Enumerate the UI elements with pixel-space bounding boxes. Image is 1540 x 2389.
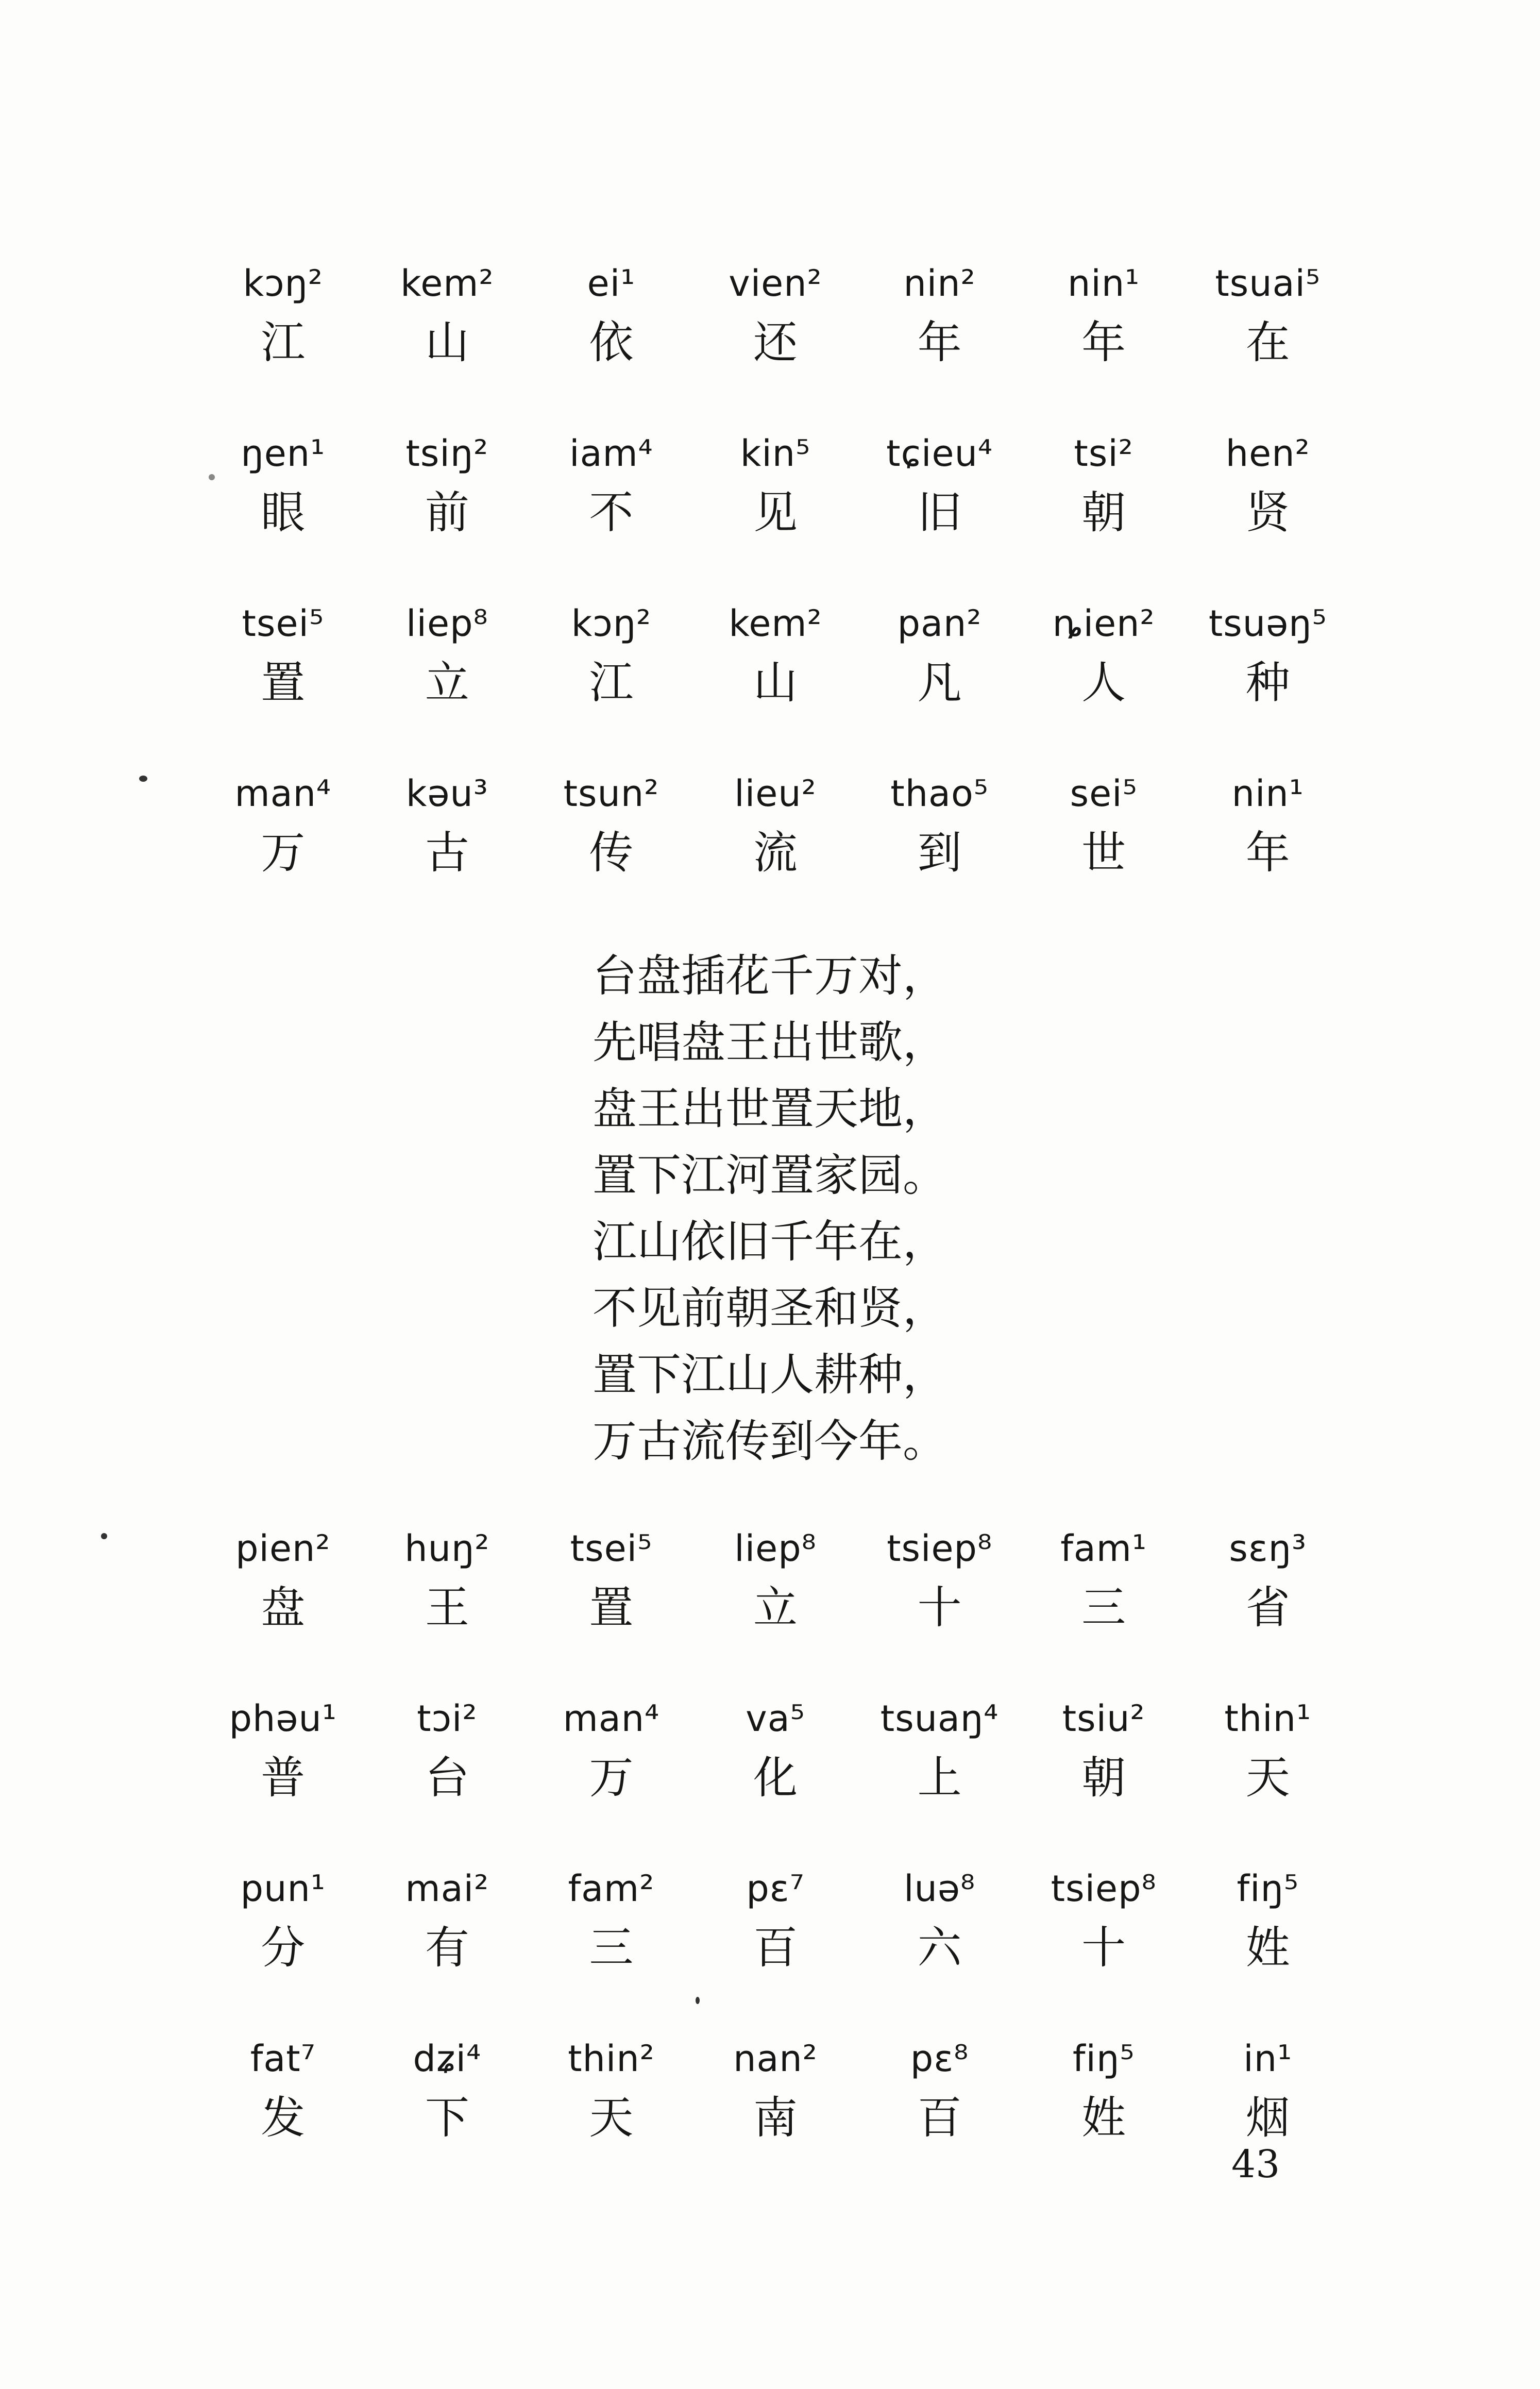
hanzi-character: 化 [753,1752,798,1804]
romanization-syllable: hen² [1225,432,1310,475]
page-number: 43 [1231,2142,1280,2186]
hanzi-character: 百 [917,2092,962,2144]
hanzi-row [201,822,1350,935]
romanization-row [201,595,1350,652]
romanization-syllable: vien² [729,262,822,305]
verse-line: 台盘插花千万对， [593,950,947,1002]
hanzi-character: 眼 [261,487,306,539]
scan-speck [101,1533,107,1539]
romanization-row [201,765,1350,822]
romanization-syllable: tsuəŋ⁵ [1208,602,1327,645]
verse-line: 置下江河置家园。 [593,1150,947,1201]
romanization-row [201,255,1350,312]
hanzi-row [201,1747,1350,1860]
verse-line: 盘王出世置天地， [593,1083,947,1135]
scan-speck [139,776,147,782]
romanization-row [201,1860,1350,1917]
verse-line: 置下江山人耕种， [593,1349,947,1401]
romanization-syllable: nin¹ [1231,772,1304,815]
romanization-syllable: phəu¹ [229,1697,337,1740]
hanzi-character: 传 [589,827,634,879]
romanization-syllable: kɔŋ² [243,262,323,305]
hanzi-character: 还 [753,317,798,368]
interlinear-block-top [201,255,1350,935]
romanization-syllable: kəu³ [405,772,488,815]
romanization-syllable: kɔŋ² [571,602,652,645]
romanization-row [201,1520,1350,1577]
hanzi-character: 姓 [1081,2092,1126,2144]
hanzi-character: 年 [1081,317,1126,368]
hanzi-character: 年 [1245,827,1290,879]
romanization-syllable: tsun² [563,772,659,815]
hanzi-character: 朝 [1081,487,1126,539]
hanzi-character: 流 [753,827,798,879]
hanzi-character: 六 [917,1922,962,1974]
hanzi-character: 万 [589,1752,634,1804]
hanzi-character: 人 [1081,657,1126,709]
romanization-syllable: pien² [235,1527,331,1570]
romanization-syllable: huŋ² [404,1527,490,1570]
romanization-syllable: tɕieu⁴ [886,432,993,475]
verse-line: 万古流传到今年。 [593,1416,947,1467]
hanzi-character: 山 [753,657,798,709]
romanization-syllable: fam² [568,1868,655,1910]
hanzi-character: 普 [261,1752,306,1804]
hanzi-character: 在 [1245,317,1290,368]
romanization-row [201,425,1350,482]
hanzi-character: 置 [589,1582,634,1634]
romanization-row [201,1690,1350,1747]
romanization-syllable: liep⁸ [406,602,488,645]
romanization-syllable: ŋen¹ [241,432,326,475]
romanization-syllable: thao⁵ [890,772,989,815]
hanzi-character: 种 [1245,657,1290,709]
interlinear-block-bottom [201,1520,1350,2200]
hanzi-character: 旧 [917,487,962,539]
romanization-syllable: va⁵ [746,1697,805,1740]
hanzi-character: 江 [261,317,306,368]
hanzi-row [201,2087,1350,2200]
romanization-syllable: fam¹ [1060,1527,1147,1570]
romanization-syllable: ȵien² [1052,602,1155,645]
romanization-syllable: thin¹ [1224,1697,1312,1740]
romanization-syllable: kem² [400,262,494,305]
romanization-syllable: pun¹ [240,1868,326,1910]
hanzi-row [201,1917,1350,2030]
romanization-syllable: nin² [903,262,976,305]
verse-line: 江山依旧千年在， [593,1216,947,1268]
hanzi-character: 王 [425,1582,469,1634]
romanization-syllable: fiŋ⁵ [1237,1868,1299,1910]
hanzi-character: 三 [1081,1582,1126,1634]
hanzi-character: 姓 [1245,1922,1290,1974]
romanization-syllable: dʑi⁴ [413,2038,482,2080]
hanzi-character: 万 [261,827,306,879]
romanization-syllable: tsiu² [1062,1697,1145,1740]
hanzi-character: 省 [1245,1582,1290,1634]
romanization-syllable: in¹ [1243,2038,1293,2080]
romanization-syllable: tsiŋ² [405,432,489,475]
hanzi-character: 立 [753,1582,798,1634]
verse-translation [593,943,947,1475]
hanzi-character: 十 [917,1582,962,1634]
hanzi-character: 南 [753,2092,798,2144]
hanzi-character: 置 [261,657,306,709]
romanization-syllable: lieu² [734,772,817,815]
hanzi-character: 山 [425,317,469,368]
hanzi-character: 前 [425,487,469,539]
romanization-syllable: iam⁴ [569,432,653,475]
hanzi-character: 发 [261,2092,306,2144]
hanzi-character: 天 [1245,1752,1290,1804]
romanization-syllable: liep⁸ [734,1527,817,1570]
hanzi-character: 凡 [917,657,962,709]
hanzi-character: 年 [917,317,962,368]
hanzi-character: 三 [589,1922,634,1974]
verse-line: 不见前朝圣和贤， [593,1283,947,1334]
hanzi-character: 见 [753,487,798,539]
romanization-syllable: tsuaŋ⁴ [880,1697,999,1740]
hanzi-row [201,312,1350,425]
romanization-syllable: fiŋ⁵ [1072,2038,1135,2080]
hanzi-character: 不 [589,487,634,539]
romanization-syllable: mai² [405,1868,489,1910]
hanzi-character: 有 [425,1922,469,1974]
hanzi-character: 烟 [1245,2092,1290,2144]
romanization-syllable: tsuai⁵ [1215,262,1321,305]
romanization-syllable: luə⁸ [904,1868,976,1910]
romanization-syllable: tsiep⁸ [1051,1868,1157,1910]
romanization-syllable: nan² [733,2038,818,2080]
hanzi-character: 盘 [261,1582,306,1634]
scan-speck [696,1997,700,2004]
romanization-syllable: pɛ⁷ [746,1868,805,1910]
romanization-syllable: tsi² [1074,432,1133,475]
hanzi-character: 百 [753,1922,798,1974]
hanzi-character: 天 [589,2092,634,2144]
romanization-syllable: ei¹ [587,262,636,305]
hanzi-character: 到 [917,827,962,879]
romanization-syllable: pan² [897,602,982,645]
romanization-syllable: kin⁵ [740,432,811,475]
hanzi-row [201,1577,1350,1690]
hanzi-row [201,482,1350,595]
hanzi-character: 贤 [1245,487,1290,539]
verse-line: 先唱盘王出世歌， [593,1017,947,1068]
romanization-syllable: sɛŋ³ [1229,1527,1307,1570]
scan-speck [209,474,215,480]
romanization-syllable: tsei⁵ [242,602,325,645]
romanization-syllable: nin¹ [1068,262,1140,305]
hanzi-character: 世 [1081,827,1126,879]
hanzi-character: 上 [917,1752,962,1804]
romanization-syllable: tsiep⁸ [887,1527,993,1570]
hanzi-character: 朝 [1081,1752,1126,1804]
romanization-syllable: man⁴ [563,1697,660,1740]
hanzi-character: 依 [589,317,634,368]
hanzi-character: 古 [425,827,469,879]
hanzi-character: 十 [1081,1922,1126,1974]
hanzi-row [201,652,1350,765]
romanization-syllable: fat⁷ [250,2038,316,2080]
romanization-row [201,2030,1350,2087]
romanization-syllable: sei⁵ [1070,772,1138,815]
hanzi-character: 立 [425,657,469,709]
hanzi-character: 台 [425,1752,469,1804]
romanization-syllable: pɛ⁸ [910,2038,969,2080]
romanization-syllable: tɔi² [417,1697,478,1740]
hanzi-character: 江 [589,657,634,709]
hanzi-character: 下 [425,2092,469,2144]
romanization-syllable: tsei⁵ [570,1527,653,1570]
romanization-syllable: thin² [568,2038,655,2080]
romanization-syllable: man⁴ [234,772,332,815]
romanization-syllable: kem² [729,602,822,645]
hanzi-character: 分 [261,1922,306,1974]
